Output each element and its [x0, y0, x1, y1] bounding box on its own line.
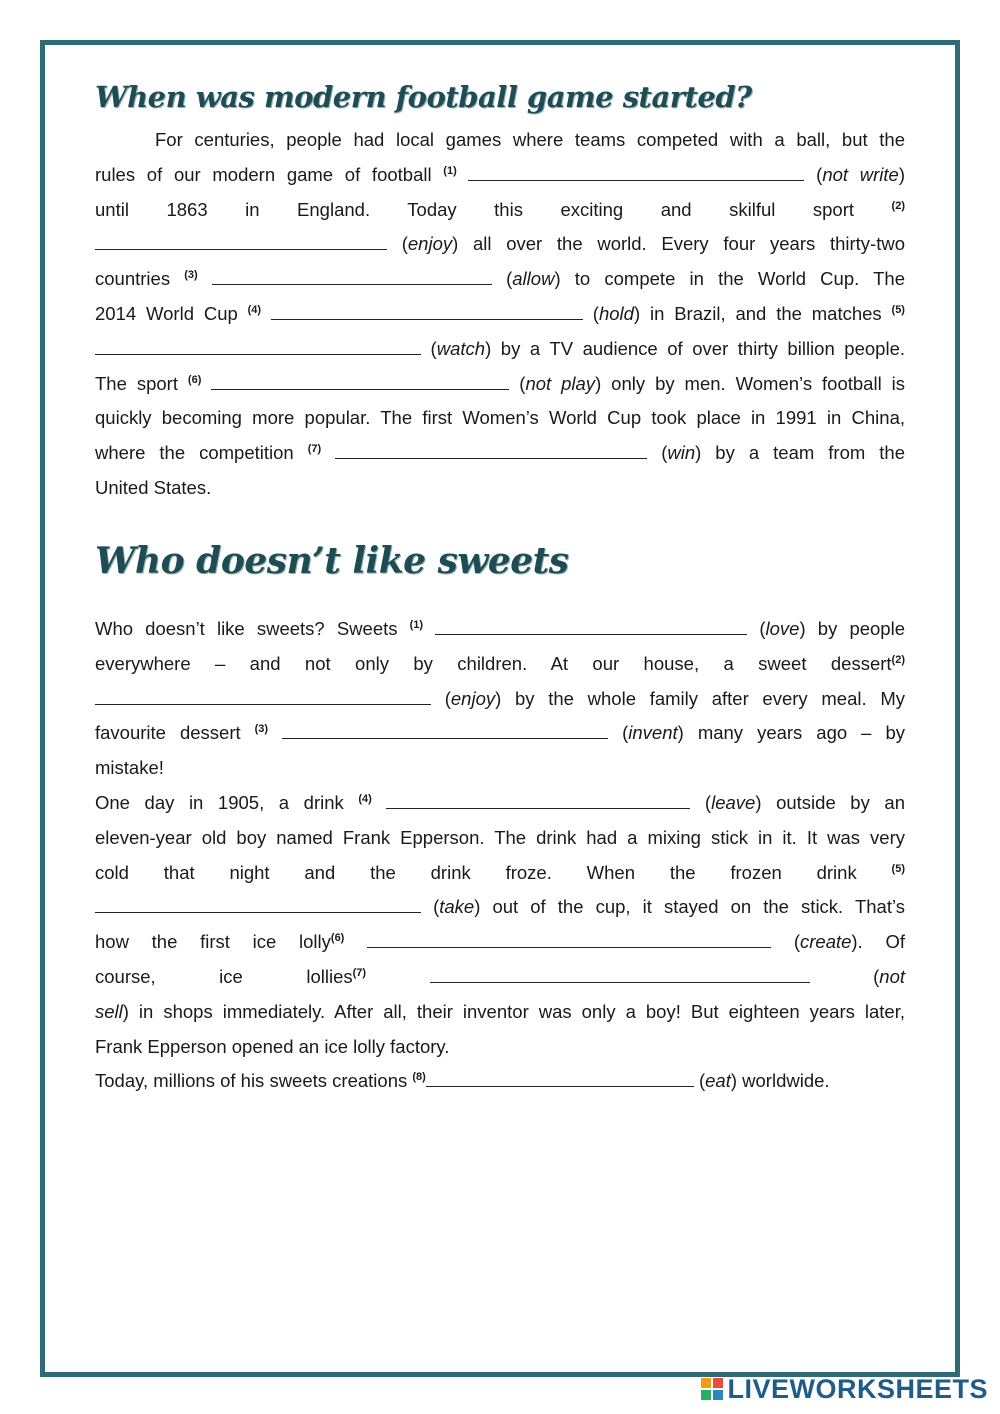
- gap-number: (4): [247, 303, 262, 316]
- gap-number: (1): [409, 619, 424, 631]
- text-line: (take) out of the cup, it stayed on the stick. That’s: [95, 890, 905, 925]
- liveworksheets-logo[interactable]: [701, 1372, 988, 1406]
- verb-hint: eat: [705, 1070, 731, 1092]
- verb-hint: invent: [628, 722, 678, 744]
- verb-hint: love: [765, 618, 800, 639]
- section1-title: When was modern football game started?: [95, 80, 752, 114]
- verb-hint: hold: [598, 302, 634, 324]
- verb-hint: allow: [512, 268, 555, 290]
- gap-4-blank[interactable]: [386, 790, 690, 809]
- gap-number: (3): [254, 723, 269, 736]
- text-line: eleven-year old boy named Frank Epperson. The drink had a mixing stick in it. It was very: [95, 826, 905, 848]
- liveworksheets-logo-icon: [701, 1378, 723, 1400]
- brand-name: LIVEWORKSHEETS: [727, 1373, 988, 1404]
- text-line: sell) in shops immediately. After all, their inventor was only a boy! But eighteen years later,: [95, 1000, 905, 1022]
- gap-1-blank[interactable]: [435, 616, 747, 635]
- gap-2-blank[interactable]: [95, 231, 387, 250]
- gap-6-blank[interactable]: [211, 371, 509, 390]
- text-line: (watch) by a TV audience of over thirty billion people.: [95, 332, 905, 367]
- verb-hint: sell: [95, 1000, 123, 1022]
- verb-hint: watch: [436, 337, 486, 359]
- text-line: favourite dessert $^{(3)}$ (invent) many years ago – by: [95, 722, 906, 744]
- gap-number: (6): [187, 373, 202, 386]
- gap-2-blank[interactable]: [95, 686, 431, 705]
- gap-5-blank[interactable]: [95, 336, 421, 355]
- gap-number: (2): [891, 199, 905, 212]
- gap-3-blank[interactable]: [282, 720, 608, 739]
- text-line: Today, millions of his sweets creations $^{(8)}$ (eat) worldwide.: [95, 1070, 830, 1092]
- text-line: course, ice lollies$^{(7)}$ (not: [95, 965, 905, 987]
- gap-6-blank[interactable]: [367, 929, 771, 948]
- gap-3-blank[interactable]: [212, 266, 492, 285]
- verb-hint: win: [667, 442, 696, 464]
- gap-number: (3): [184, 269, 198, 282]
- text-line: 2014 World Cup $^{(4)}$ (hold) in Brazil, and the matches $^{(5)}$: [95, 302, 905, 324]
- gap-number: (7): [307, 443, 322, 456]
- gap-number: (6): [330, 932, 345, 945]
- text-line: cold that night and the drink froze. When the frozen drink $^{(5)}$: [95, 861, 905, 883]
- text-line: mistake!: [95, 757, 164, 779]
- verb-hint: create: [800, 931, 852, 953]
- text-line: quickly becoming more popular. The first Women’s World Cup took place in 1991 in China,: [95, 407, 905, 429]
- verb-hint: take: [439, 896, 475, 918]
- text-line: countries $^{(3)}$ (allow) to compete in the World Cup. The: [95, 268, 905, 290]
- text-line: where the competition $^{(7)}$ (win) by a team from the: [95, 442, 905, 464]
- gap-1-blank[interactable]: [468, 162, 804, 181]
- gap-5-blank[interactable]: [95, 894, 421, 913]
- gap-4-blank[interactable]: [271, 301, 583, 320]
- gap-number: (7): [352, 966, 367, 979]
- text-line: Who doesn’t like sweets? Sweets $^{(1)}$ (love) by people: [95, 618, 905, 639]
- gap-number: (4): [358, 792, 372, 805]
- gap-number: (5): [891, 862, 905, 875]
- text-line: One day in 1905, a drink $^{(4)}$ (leave) outside by an: [95, 791, 905, 813]
- verb-hint: leave: [711, 791, 756, 813]
- gap-number: (2): [891, 653, 905, 666]
- text-line: how the first ice lolly$^{(6)}$ (create). Of: [95, 931, 905, 953]
- verb-hint: not: [879, 965, 905, 987]
- gap-7-blank[interactable]: [430, 964, 810, 983]
- gap-8-blank[interactable]: [426, 1068, 694, 1087]
- text-line: Frank Epperson opened an ice lolly factory.: [95, 1035, 450, 1057]
- section2-title: Who doesn’t like sweets: [95, 540, 569, 582]
- gap-number: (5): [891, 303, 905, 316]
- gap-number: (8): [412, 1071, 426, 1084]
- verb-hint: enjoy: [407, 233, 453, 255]
- verb-hint: enjoy: [450, 687, 496, 709]
- section2-text: [95, 612, 905, 1099]
- gap-number: (1): [443, 164, 457, 177]
- text-line: The sport $^{(6)}$ (not play) only by men. Women’s football is: [95, 372, 905, 394]
- text-line: (enjoy) by the whole family after every meal. My: [95, 682, 905, 717]
- gap-7-blank[interactable]: [335, 440, 647, 459]
- verb-hint: not write: [822, 163, 899, 185]
- text-line: For centuries, people had local games where teams competed with a ball, but the: [155, 129, 905, 150]
- text-line: (enjoy) all over the world. Every four years thirty-two: [95, 227, 905, 262]
- section1-text: [95, 123, 905, 506]
- text-line: until 1863 in England. Today this exciting and skilful sport $^{(2)}$: [95, 198, 905, 220]
- text-line: everywhere – and not only by children. At our house, a sweet dessert$^{(2)}$: [95, 652, 905, 674]
- verb-hint: not play: [525, 372, 596, 394]
- text-line: rules of our modern game of football $^{(1)}$ (not write): [95, 163, 905, 185]
- text-line: United States.: [95, 476, 212, 498]
